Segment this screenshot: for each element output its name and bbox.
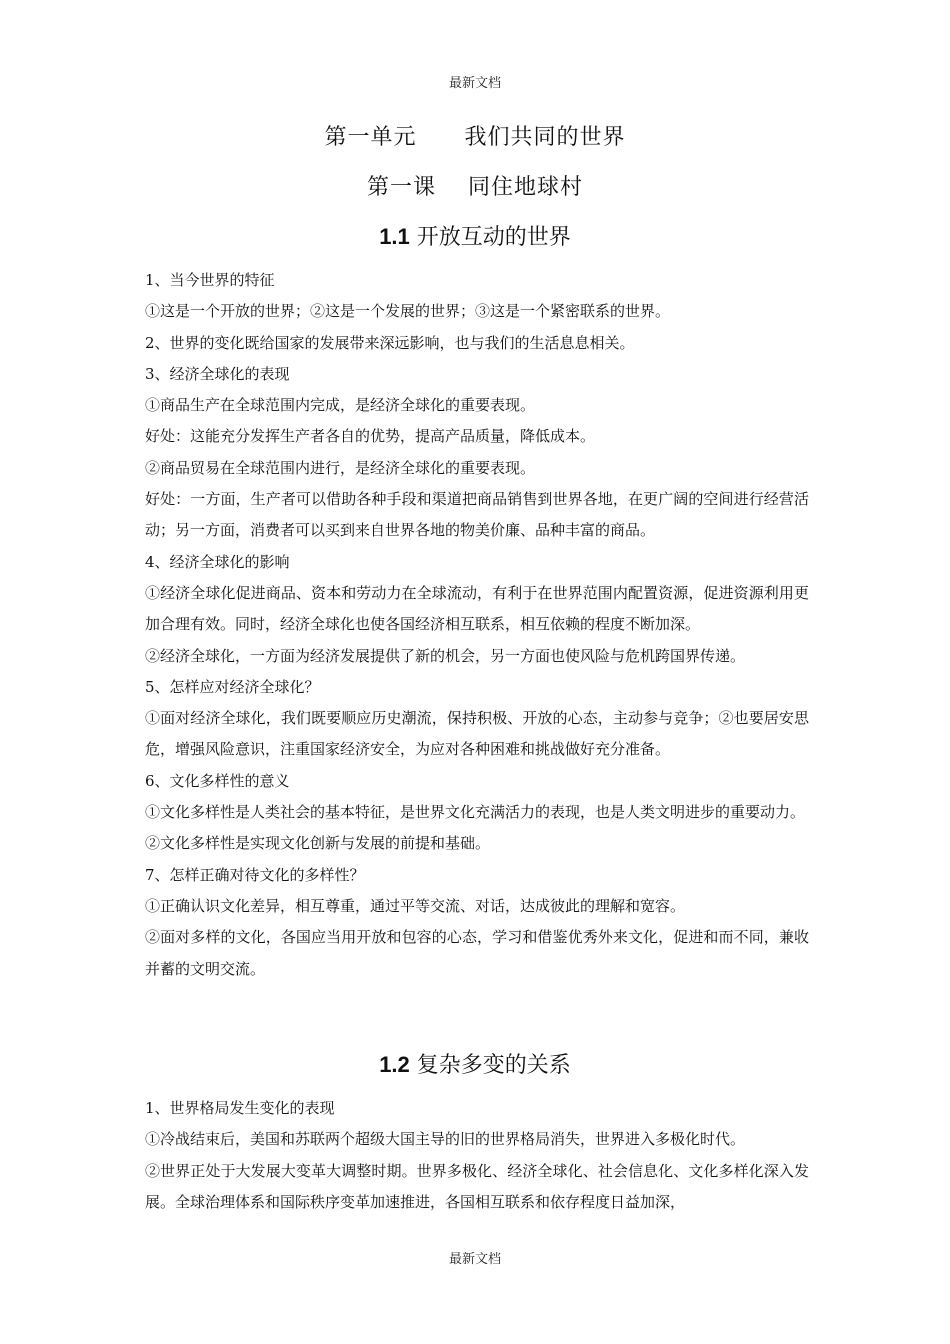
paragraph: ②面对多样的文化，各国应当用开放和包容的心态，学习和借鉴优秀外来文化，促进和而不同，兼收并蓄的文明交流。: [145, 928, 809, 978]
paragraph: 4、经济全球化的影响: [145, 552, 290, 571]
section-title: 复杂多变的关系: [416, 1053, 571, 1078]
page-header: 最新文档: [448, 76, 501, 91]
section-number: 1.1: [379, 224, 410, 249]
paragraph: ①面对经济全球化，我们既要顺应历史潮流，保持积极、开放的心态，主动参与竞争；②也要居安思危，增强风险意识，注重国家经济安全，为应对各种困难和挑战做好充分准备。: [145, 709, 809, 759]
paragraph: ②经济全球化，一方面为经济发展提供了新的机会，另一方面也使风险与危机跨国界传递。: [145, 646, 746, 665]
paragraph: ②商品贸易在全球范围内进行，是经济全球化的重要表现。: [145, 458, 536, 477]
section-1-1-body: [145, 265, 809, 985]
paragraph: 2、世界的变化既给国家的发展带来深远影响，也与我们的生活息息相关。: [145, 333, 635, 352]
paragraph: ①冷战结束后，美国和苏联两个超级大国主导的旧的世界格局消失，世界进入多极化时代。: [145, 1130, 746, 1149]
page-footer: 最新文档: [448, 1252, 501, 1267]
unit-title: [0, 120, 950, 151]
paragraph: ①正确认识文化差异，相互尊重，通过平等交流、对话，达成彼此的理解和宽容。: [145, 896, 686, 915]
paragraph: 3、经济全球化的表现: [145, 364, 290, 383]
paragraph: 好处：一方面，生产者可以借助各种手段和渠道把商品销售到世界各地，在更广阔的空间进行经营活动；另一方面，消费者可以买到来自世界各地的物美价廉、品种丰富的商品。: [145, 490, 809, 540]
lesson-title-number: 第一课: [366, 175, 436, 200]
section-heading-1-1: [0, 220, 950, 251]
section-heading-1-2: [0, 1048, 950, 1079]
paragraph: ①这是一个开放的世界；②这是一个发展的世界；③这是一个紧密联系的世界。: [145, 302, 671, 321]
unit-title-name: 我们共同的世界: [464, 125, 626, 150]
lesson-title-name: 同住地球村: [468, 175, 584, 200]
lesson-title: [0, 170, 950, 201]
section-number: 1.2: [379, 1052, 410, 1077]
section-title: 开放互动的世界: [416, 225, 571, 250]
paragraph: ①经济全球化促进商品、资本和劳动力在全球流动，有利于在世界范围内配置资源，促进资源利用更加合理有效。同时，经济全球化也使各国经济相互联系，相互依赖的程度不断加深。: [145, 583, 809, 634]
paragraph: 1、世界格局发生变化的表现: [145, 1099, 335, 1117]
paragraph: ①商品生产在全球范围内完成，是经济全球化的重要表现。: [145, 396, 536, 415]
paragraph: 6、文化多样性的意义: [145, 771, 290, 790]
paragraph: 7、怎样正确对待文化的多样性？: [145, 865, 365, 884]
paragraph: ②文化多样性是实现文化创新与发展的前提和基础。: [145, 834, 491, 853]
paragraph: ②世界正处于大发展大变革大调整时期。世界多极化、经济全球化、社会信息化、文化多样化深入发展。全球治理体系和国际秩序变革加速推进，各国相互联系和依存程度日益加深，: [145, 1161, 809, 1211]
section-1-2-body: [145, 1093, 809, 1218]
unit-title-number: 第一单元: [324, 125, 417, 150]
paragraph: 5、怎样应对经济全球化？: [145, 677, 320, 696]
paragraph: ①文化多样性是人类社会的基本特征，是世界文化充满活力的表现，也是人类文明进步的重要动力。: [145, 803, 806, 822]
paragraph: 好处：这能充分发挥生产者各自的优势，提高产品质量，降低成本。: [145, 427, 596, 446]
paragraph: 1、当今世界的特征: [145, 271, 275, 289]
